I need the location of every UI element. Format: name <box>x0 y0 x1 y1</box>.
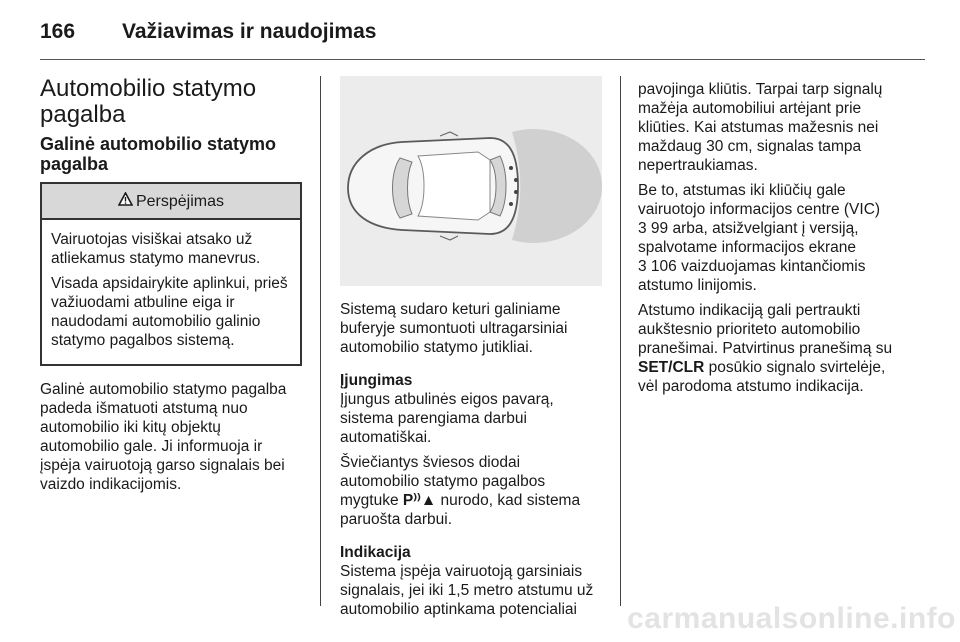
activation-text-1: Įjungus atbulinės eigos pavarą, sistema parengiama darbui automatiškai. <box>340 391 554 446</box>
warning-text-2: Visada apsidairykite aplinkui, prieš važiuodami atbuline eiga ir naudodami automobilio galinio statymo pagalbos sistemą. <box>51 275 288 349</box>
parking-illustration <box>340 76 602 286</box>
vic-text-c: 3 106 vaizduojamas kintančiomis atstumo linijomis. <box>638 258 866 294</box>
body-paragraph: Galinė automobilio statymo pagalba padeda išmatuoti atstumą nuo automobilio iki kitų objektų automobilio gale. Ji informuoja ir įspėja vairuotoją garso signalais bei vaizdo indikacijomis. <box>40 381 287 493</box>
warning-title: Perspėjimas <box>135 192 225 210</box>
illustration-caption: Sistemą sudaro keturi galiniame buferyje sumontuoti ultragarsiniai automobilio statymo jutikliai. <box>340 301 568 356</box>
activation-text-2b: nurodo, kad sistema paruošta darbui. <box>340 492 581 528</box>
warning-text-1: Vairuotojas visiškai atsako už atliekamus statymo manevrus. <box>51 231 261 267</box>
priority-paragraph <box>638 301 908 396</box>
car-top-view-icon <box>348 132 518 240</box>
column-divider-2 <box>620 76 621 606</box>
activation-text-2a: Šviečiantys šviesos diodai automobilio statymo pagalbos mygtuke <box>340 454 546 509</box>
warning-header <box>42 184 300 220</box>
warning-body <box>42 220 300 364</box>
priority-text-b: posūkio signalo svirtelėje, vėl parodoma atstumo indikacija. <box>638 359 886 395</box>
indication-text-1: Sistema įspėja vairuotoją garsiniais signalais, jei iki 1,5 metro atstumu už automobilio aptinkama potencialiai <box>340 563 594 618</box>
indication-heading: Indikacija <box>340 544 411 561</box>
vic-text-a: Be to, atstumas iki kliūčių gale vairuotojo informacijos centre (VIC) <box>638 182 881 218</box>
warning-box <box>40 182 302 366</box>
vic-text-b: 3 99 arba, atsižvelgiant į versiją, spalvotame informacijos ekrane <box>638 220 859 256</box>
set-clr-label: SET/CLR <box>638 359 705 376</box>
activation-heading: Įjungimas <box>340 372 413 389</box>
section-subtitle: Galinė automobilio statymo pagalba <box>40 134 277 174</box>
page-header <box>40 14 925 60</box>
header-rule <box>40 59 925 60</box>
activation-text-2 <box>340 453 602 529</box>
page-number: 166 <box>40 20 76 43</box>
parking-button-icon: P⁾⁾▲ <box>402 492 437 509</box>
column-divider-1 <box>320 76 321 606</box>
indication-text-2: pavojinga kliūtis. Tarpai tarp signalų mažėja automobiliui artėjant prie kliūties. Kai atstumas mažesnis nei maždaug 30 cm, signalas tampa nepertraukiamas. <box>638 81 883 174</box>
sensor-zone <box>512 129 602 243</box>
running-title: Važiavimas ir naudojimas <box>122 20 377 43</box>
warning-triangle-icon <box>118 192 133 211</box>
column-1 <box>40 76 302 500</box>
vic-paragraph <box>638 181 908 295</box>
column-2 <box>340 76 602 625</box>
column-3 <box>638 80 908 402</box>
priority-text-a: Atstumo indikaciją gali pertraukti aukštesnio prioriteto automobilio pranešimai. Patvirtinus pranešimą su <box>638 302 893 357</box>
section-title: Automobilio statymo pagalba <box>40 75 257 128</box>
watermark: carmanualsonline.info <box>627 602 956 635</box>
